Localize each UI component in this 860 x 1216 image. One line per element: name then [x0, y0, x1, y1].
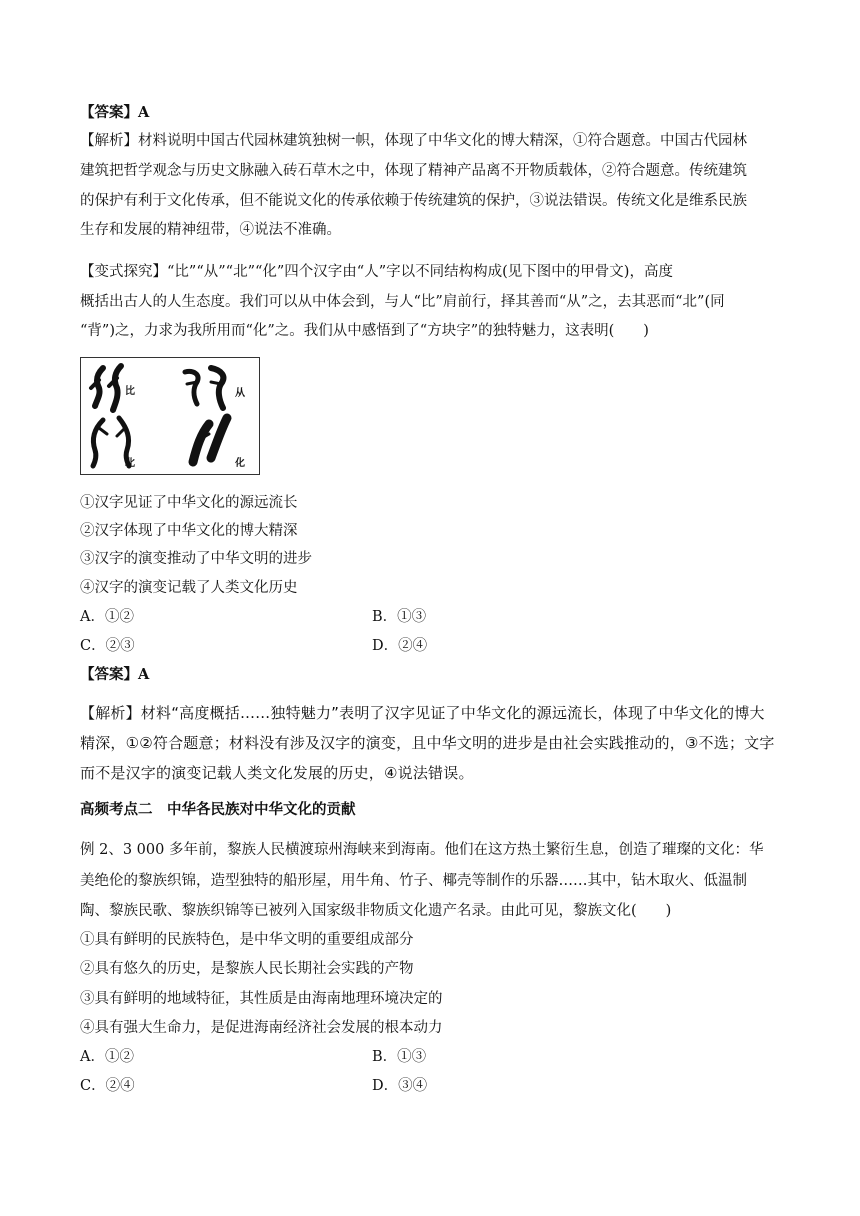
option-c: C．②④	[80, 1078, 135, 1094]
option-row	[80, 1076, 780, 1096]
option-b: B．①③	[372, 609, 427, 625]
statement: ②汉字体现了中华文化的博大精深	[80, 523, 298, 539]
statement: ①具有鲜明的民族特色，是中华文明的重要组成部分	[80, 932, 414, 948]
glyph-cong	[185, 368, 223, 408]
glyph-label: 比	[125, 386, 135, 397]
analysis-line: 的保护有利于文化传承，但不能说文化的传承依赖于传统建筑的保护，③说法错误。传统文化是维系民族	[80, 193, 747, 209]
statement: ④具有强大生命力，是促进海南经济社会发展的根本动力	[80, 1020, 443, 1036]
variant-stem-line: 【变式探究】“比”“从”“北”“化”四个汉字由“人”字以不同结构构成(见下图中的甲骨文)，高度	[80, 264, 673, 280]
variant-stem-line: 概括出古人的人生态度。我们可以从中体会到，与人“比”肩前行，择其善而“从”之，去其恶而“北”(同	[80, 294, 725, 310]
option-row	[80, 607, 780, 627]
option-a: A．①②	[80, 609, 134, 625]
option-b: B．①③	[372, 1049, 427, 1065]
glyph-bi	[91, 366, 121, 410]
section-heading: 高频考点二 中华各民族对中华文化的贡献	[80, 801, 356, 818]
analysis-line: 精深，①②符合题意；材料没有涉及汉字的演变，且中华文明的进步是由社会实践推动的，③不选；文字	[80, 734, 775, 752]
option-row	[80, 636, 780, 656]
glyph-label: 从	[235, 388, 245, 399]
example-stem-line: 陶、黎族民歌、黎族织锦等已被列入国家级非物质文化遗产名录。由此可见，黎族文化( )	[80, 903, 672, 919]
option-d: D．③④	[372, 1078, 428, 1094]
variant-stem-line: “背”)之，力求为我所用而“化”之。我们从中感悟到了“方块字”的独特魅力，这表明( )	[80, 323, 649, 339]
analysis-line: 【解析】材料说明中国古代园林建筑独树一帜，体现了中华文化的博大精深，①符合题意。中国古代园林	[80, 133, 747, 149]
analysis-line: 而不是汉字的演变记载人类文化发展的历史，④说法错误。	[80, 764, 474, 782]
option-d: D．②④	[372, 638, 428, 654]
glyph-label: 化	[235, 458, 245, 469]
glyph-bei	[93, 418, 129, 466]
analysis-line: 生存和发展的精神纽带，④说法不准确。	[80, 222, 341, 238]
statement: ④汉字的演变记载了人类文化历史	[80, 580, 298, 596]
example-stem-line: 美绝伦的黎族织锦，造型独特的船形屋，用牛角、竹子、椰壳等制作的乐器……其中，钻木取火、低温制	[80, 873, 747, 889]
analysis-line: 【解析】材料“高度概括……独特魅力”表明了汉字见证了中华文化的源远流长，体现了中华文化的博大	[80, 704, 765, 722]
statement: ②具有悠久的历史，是黎族人民长期社会实践的产物	[80, 961, 414, 977]
glyph-hua	[193, 418, 227, 462]
statement: ①汉字见证了中华文化的源远流长	[80, 495, 298, 511]
statement: ③具有鲜明的地域特征，其性质是由海南地理环境决定的	[80, 991, 443, 1007]
example-stem-line: 例 2、3 000 多年前，黎族人民横渡琼州海峡来到海南。他们在这方热土繁衍生息，创造了璀璨的文化：华	[80, 842, 764, 858]
option-row	[80, 1047, 780, 1067]
answer-label-2: 【答案】A	[80, 666, 150, 683]
answer-label-1: 【答案】A	[80, 104, 150, 121]
option-a: A．①②	[80, 1049, 134, 1065]
glyph-label: 北	[125, 458, 135, 469]
option-c: C．②③	[80, 638, 135, 654]
oracle-bone-figure	[80, 357, 260, 475]
analysis-line: 建筑把哲学观念与历史文脉融入砖石草木之中，体现了精神产品离不开物质载体，②符合题意。传统建筑	[80, 163, 747, 179]
statement: ③汉字的演变推动了中华文明的进步	[80, 551, 312, 567]
